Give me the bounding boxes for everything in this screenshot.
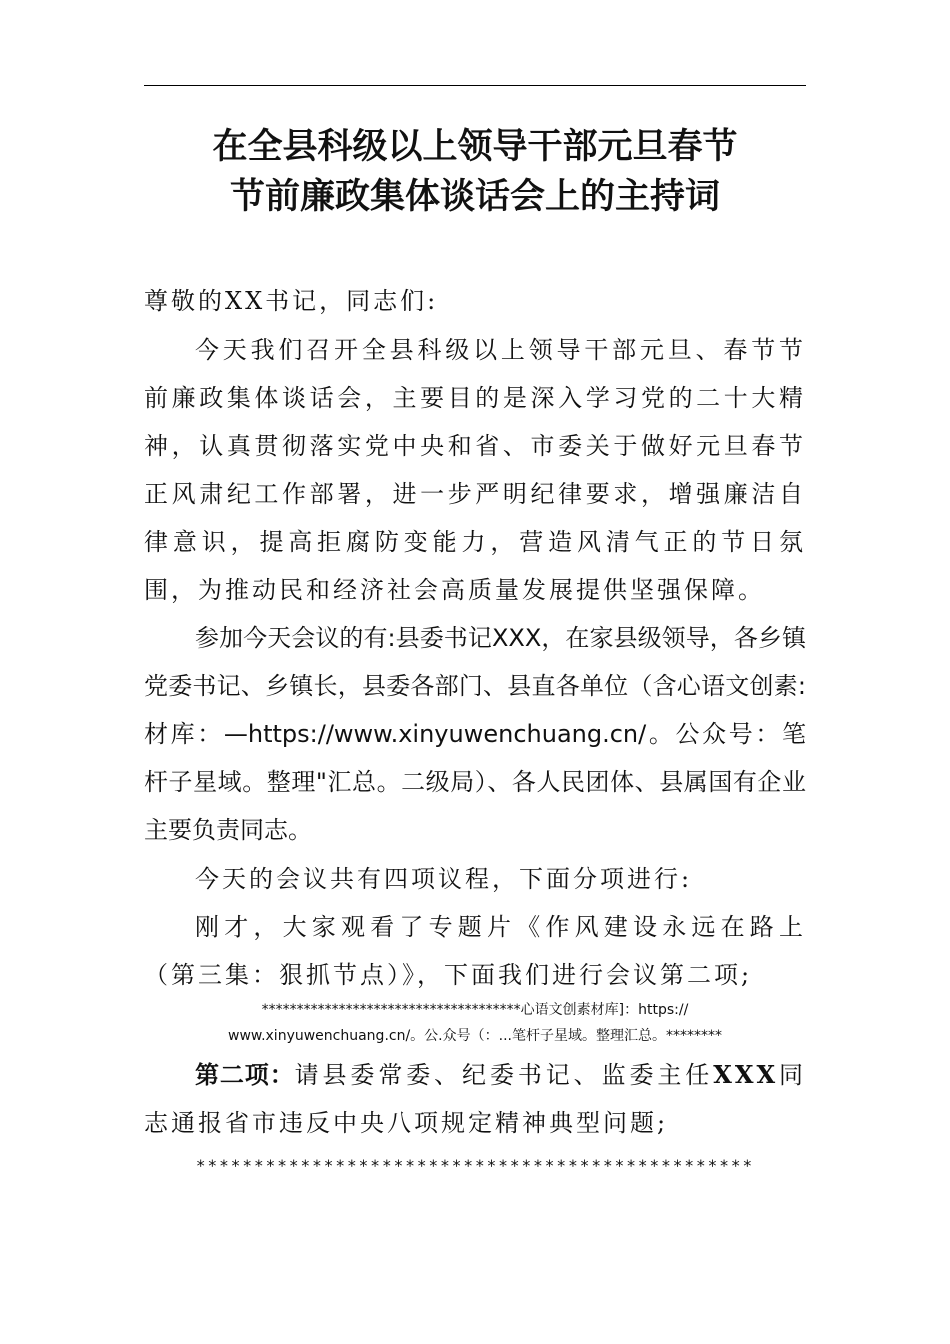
paragraph-item-two (144, 1051, 806, 1147)
ad-line-2: www.xinyuwenchuang.cn/。公.众号（：...笔杆子星域。整理汇总。******** (228, 1028, 722, 1044)
paragraph-opening: 今天我们召开全县科级以上领导干部元旦、春节节前廉政集体谈话会，主要目的是深入学习党的二十大精神，认真贯彻落实党中央和省、市委关于做好元旦春节正风肃纪工作部署，进一步严明纪律要求，增强廉洁自律意识，提高拒腐防变能力，营造风清气正的节日氛围，为推动民和经济社会高质量发展提供坚强保障。 (144, 336, 806, 604)
item-two-body-b: 同志通报省市违反中央八项规定精神典型问题; (144, 1061, 806, 1137)
item-two-label: 第二项： (195, 1061, 295, 1089)
title-line-2: 节前廉政集体谈话会上的主持词 (229, 176, 720, 217)
item-two-name: XXX (713, 1060, 779, 1089)
paragraph-film: 刚才，大家观看了专题片《作风建设永远在路上（第三集：狠抓节点）》，下面我们进行会议第二项; (144, 913, 806, 989)
header-rule (144, 85, 806, 86)
item-two-body-a: 请县委常委、纪委书记、监委主任 (294, 1061, 714, 1089)
paragraph-agenda: 今天的会议共有四项议程，下面分项进行: (195, 865, 693, 893)
paragraph-attendees: 参加今天会议的有:县委书记XXX，在家县级领导，各乡镇党委书记、乡镇长，县委各部门、县直各单位（含心语文创素:材库：—https://www.xinyuwenchuang.cn/。公众号：笔杆子星域。整理"汇总。二级局）、各人民团体、县属国有企业主要负责同志。 (144, 624, 806, 844)
separator-stars: ************************************************ (195, 1156, 755, 1175)
watermark-ad-text (144, 997, 806, 1049)
title-line-1: 在全县科级以上领导干部元旦春节 (212, 126, 738, 167)
ad-line-1: *************************************心语文创素材库]：https:// (261, 1002, 689, 1018)
document-title (144, 122, 806, 222)
salutation: 尊敬的XX书记，同志们: (144, 287, 439, 315)
